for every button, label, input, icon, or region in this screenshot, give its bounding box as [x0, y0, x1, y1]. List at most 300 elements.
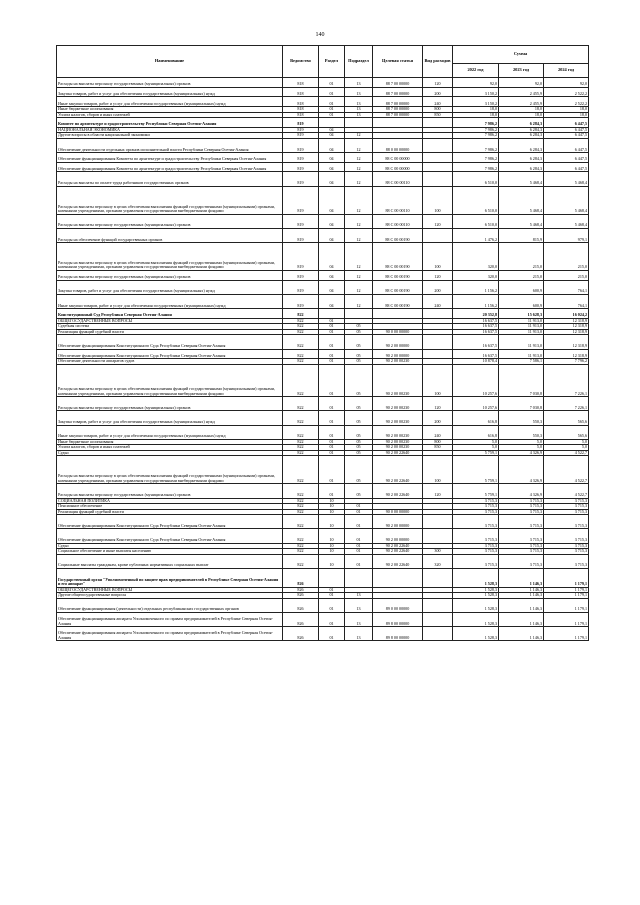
row-2023: 1 146,3 [499, 612, 544, 626]
row-2023: 7 586,1 [499, 359, 544, 365]
row-section: 01 [319, 324, 345, 330]
row-2022: 616,8 [453, 425, 499, 439]
row-section: 04 [319, 294, 345, 308]
row-2024: 12 318,9 [544, 318, 589, 324]
row-name: Расходы на выплаты персоналу в целях обеспечения выполнения функций государственными (муниципальными) органами, казенными учреждениями, органами управления государственными внебюджетными фондами [57, 364, 283, 396]
row-expense: 300 [423, 549, 453, 555]
row-section [319, 309, 345, 319]
row-name: Иные закупки товаров, работ и услуг для обеспечения государственных (муниципальных) нужд [57, 425, 283, 439]
row-subsection: 05 [345, 450, 373, 456]
row-article: 90 0 00 00000 [373, 509, 423, 515]
row-2023: 6 284,3 [499, 162, 544, 172]
row-2022: 1 156,2 [453, 294, 499, 308]
row-name: Обеспечение деятельности отдельных органов исполнительной власти Республики Северная Осетия-Алания [57, 138, 283, 152]
row-section: 04 [319, 243, 345, 271]
table-row [57, 87, 589, 97]
row-dept: 826 [283, 627, 319, 641]
row-name: Расходы на выплаты персоналу в целях обеспечения выполнения функций государственными (муниципальными) органами, казенными учреждениями, органами управления государственными внебюджетными фондами [57, 186, 283, 214]
header-2023: 2023 год [499, 64, 544, 78]
row-subsection: 05 [345, 364, 373, 396]
row-section: 01 [319, 411, 345, 425]
row-dept: 819 [283, 186, 319, 214]
row-name: Обеспечение функционирования Комитета по архитектуре и градостроительству Республики Северная Осетия-Алания [57, 153, 283, 163]
row-subsection: 05 [345, 484, 373, 498]
row-article: 88 С 00 00000 [373, 162, 423, 172]
row-section: 01 [319, 397, 345, 411]
table-row [57, 425, 589, 439]
row-article: 90 2 00 00230 [373, 425, 423, 439]
row-dept: 822 [283, 397, 319, 411]
row-name: Обеспечение деятельности аппаратов судов [57, 359, 283, 365]
row-subsection: 12 [345, 138, 373, 152]
row-2024: 979,1 [544, 228, 589, 242]
row-name: Судебная система [57, 324, 283, 330]
row-name: Иные бюджетные ассигнования [57, 439, 283, 445]
row-expense [423, 228, 453, 242]
row-2023: 5 468,4 [499, 214, 544, 228]
row-2023: 2 455,9 [499, 87, 544, 97]
row-2022: 5 759,1 [453, 456, 499, 484]
row-article: 90 2 00 00230 [373, 445, 423, 451]
row-article: 88 7 00 00000 [373, 112, 423, 118]
row-name: НАЦИОНАЛЬНАЯ ЭКОНОМИКА [57, 127, 283, 133]
row-2022: 1 476,2 [453, 228, 499, 242]
row-2022: 16 637,5 [453, 318, 499, 324]
row-2022: 3 715,3 [453, 529, 499, 543]
table-row [57, 186, 589, 214]
row-2024: 6 447,5 [544, 162, 589, 172]
row-2023: 4 326,9 [499, 484, 544, 498]
row-dept: 822 [283, 509, 319, 515]
row-2023: 3 715,3 [499, 554, 544, 568]
row-article: 90 2 00 00230 [373, 411, 423, 425]
row-2023: 4 326,9 [499, 456, 544, 484]
row-expense: 800 [423, 107, 453, 113]
row-article: 90 2 00 00230 [373, 364, 423, 396]
row-2024: 7 226,1 [544, 364, 589, 396]
row-article: 88 С 00 00110 [373, 186, 423, 214]
row-section: 04 [319, 127, 345, 133]
row-2024: 6 447,5 [544, 133, 589, 139]
row-2024: 3 715,3 [544, 529, 589, 543]
row-2023: 7 030,8 [499, 364, 544, 396]
row-2024: 4 522,7 [544, 484, 589, 498]
row-dept: 822 [283, 359, 319, 365]
table-row [57, 294, 589, 308]
table-row [57, 270, 589, 280]
row-section: 01 [319, 456, 345, 484]
row-2024: 12 318,9 [544, 349, 589, 359]
row-expense: 200 [423, 411, 453, 425]
row-name: Реализация функций судебной власти [57, 329, 283, 335]
row-2023: 3 715,3 [499, 515, 544, 529]
row-article: 88 С 00 00190 [373, 228, 423, 242]
row-2023: 6 284,3 [499, 118, 544, 128]
row-subsection: 13 [345, 107, 373, 113]
header-dept: Ведомство [283, 46, 319, 78]
row-2024: 12 318,9 [544, 324, 589, 330]
table-row [57, 118, 589, 128]
table-row [57, 214, 589, 228]
row-2023: 11 913,0 [499, 318, 544, 324]
row-section: 01 [319, 364, 345, 396]
row-2024: 16 024,2 [544, 309, 589, 319]
row-dept: 819 [283, 270, 319, 280]
row-dept: 818 [283, 107, 319, 113]
row-article: 88 7 00 00000 [373, 97, 423, 107]
row-expense: 200 [423, 87, 453, 97]
row-dept: 822 [283, 543, 319, 549]
row-expense: 120 [423, 214, 453, 228]
row-2024: 215,0 [544, 270, 589, 280]
row-name: Пенсионное обеспечение [57, 504, 283, 510]
row-section: 04 [319, 228, 345, 242]
row-subsection: 13 [345, 598, 373, 612]
row-2024: 1 179,1 [544, 627, 589, 641]
row-dept: 819 [283, 118, 319, 128]
row-section: 10 [319, 549, 345, 555]
row-2022: 3 715,3 [453, 543, 499, 549]
row-name: Обеспечение функционирования Конституционного Суда Республики Северная Осетия-Алания [57, 349, 283, 359]
row-2022: 320,0 [453, 243, 499, 271]
row-section: 01 [319, 349, 345, 359]
row-2022: 1 528,3 [453, 587, 499, 593]
row-2024: 4 522,7 [544, 450, 589, 456]
row-subsection: 12 [345, 162, 373, 172]
row-article: 90 2 00 22640 [373, 484, 423, 498]
row-2022: 7 986,2 [453, 138, 499, 152]
row-2023: 3 715,3 [499, 509, 544, 515]
row-2022: 16 637,5 [453, 329, 499, 335]
row-2023: 15 628,3 [499, 309, 544, 319]
row-subsection: 13 [345, 612, 373, 626]
row-2022: 1 156,2 [453, 280, 499, 294]
row-2022: 5 759,1 [453, 450, 499, 456]
row-2022: 3 715,3 [453, 509, 499, 515]
row-2022: 6 510,0 [453, 186, 499, 214]
row-subsection: 12 [345, 133, 373, 139]
row-2024: 6 447,5 [544, 127, 589, 133]
row-expense [423, 309, 453, 319]
row-subsection: 05 [345, 445, 373, 451]
table-row [57, 280, 589, 294]
row-2022: 1 528,3 [453, 612, 499, 626]
row-2022: 1 528,3 [453, 593, 499, 599]
row-2024: 12 318,9 [544, 335, 589, 349]
row-article: 90 2 00 00230 [373, 397, 423, 411]
row-name: Иные закупки товаров, работ и услуг для обеспечения государственных (муниципальных) нужд [57, 294, 283, 308]
row-section: 01 [319, 359, 345, 365]
row-expense: 850 [423, 445, 453, 451]
row-2024: 5 468,4 [544, 172, 589, 186]
row-expense [423, 118, 453, 128]
header-name: Наименование [57, 46, 283, 78]
row-2024: 1 179,1 [544, 568, 589, 587]
row-2023: 3 715,3 [499, 549, 544, 555]
row-2024: 7 226,1 [544, 397, 589, 411]
row-article: 89 0 00 00000 [373, 598, 423, 612]
row-2022: 6 510,0 [453, 172, 499, 186]
row-name: Расходы на выплаты персоналу государственных (муниципальных) органов [57, 270, 283, 280]
row-2024: 7 796,2 [544, 359, 589, 365]
row-2022: 10 878,4 [453, 359, 499, 365]
row-subsection: 05 [345, 397, 373, 411]
table-row [57, 411, 589, 425]
row-subsection: 12 [345, 280, 373, 294]
row-section: 01 [319, 439, 345, 445]
row-2023: 215,0 [499, 270, 544, 280]
row-2022: 1 528,3 [453, 568, 499, 587]
table-row [57, 335, 589, 349]
row-dept: 819 [283, 138, 319, 152]
row-subsection: 05 [345, 324, 373, 330]
row-2022: 16 637,5 [453, 324, 499, 330]
row-2022: 10 257,6 [453, 397, 499, 411]
row-2022: 18,0 [453, 107, 499, 113]
row-dept: 822 [283, 364, 319, 396]
row-dept: 826 [283, 612, 319, 626]
budget-table [56, 45, 589, 641]
row-expense: 120 [423, 270, 453, 280]
row-section: 10 [319, 554, 345, 568]
row-name: Судьи [57, 543, 283, 549]
row-2023: 1 146,3 [499, 598, 544, 612]
row-expense: 200 [423, 280, 453, 294]
header-2022: 2022 год [453, 64, 499, 78]
row-2023: 550,3 [499, 425, 544, 439]
row-name: Обеспечение функционирования Конституционного Суда Республики Северная Осетия-Алания [57, 335, 283, 349]
row-expense [423, 515, 453, 529]
row-article: 89 8 00 00000 [373, 627, 423, 641]
row-expense [423, 627, 453, 641]
row-2023: 11 913,0 [499, 329, 544, 335]
row-subsection: 12 [345, 214, 373, 228]
row-article: 90 2 00 22640 [373, 549, 423, 555]
row-article [373, 568, 423, 587]
row-2024: 3 715,3 [544, 549, 589, 555]
row-name: Обеспечение функционирования аппарата Уполномоченного по правам предпринимателей в Республике Северная Осетия-Алания [57, 612, 283, 626]
row-subsection: 01 [345, 543, 373, 549]
row-article: 90 2 00 00230 [373, 439, 423, 445]
row-2023: 3 715,3 [499, 543, 544, 549]
row-section [319, 118, 345, 128]
row-2022: 3 715,3 [453, 515, 499, 529]
row-section: 01 [319, 335, 345, 349]
row-section [319, 568, 345, 587]
row-subsection: 01 [345, 554, 373, 568]
row-2022: 7 986,2 [453, 127, 499, 133]
row-name: Закупка товаров, работ и услуг для обеспечения государственных (муниципальных) нужд [57, 411, 283, 425]
row-article: 89 8 00 00000 [373, 612, 423, 626]
row-2023: 18,0 [499, 112, 544, 118]
row-expense [423, 529, 453, 543]
row-section: 01 [319, 97, 345, 107]
table-row [57, 554, 589, 568]
row-2023: 3 715,3 [499, 498, 544, 504]
row-2023: 550,3 [499, 411, 544, 425]
row-2024: 3 715,3 [544, 515, 589, 529]
row-expense [423, 153, 453, 163]
table-row [57, 153, 589, 163]
row-expense: 240 [423, 97, 453, 107]
row-section: 01 [319, 107, 345, 113]
row-subsection: 13 [345, 78, 373, 88]
row-2024: 5,0 [544, 445, 589, 451]
row-section: 01 [319, 329, 345, 335]
row-2023: 11 913,0 [499, 349, 544, 359]
row-name: Государственный орган "Уполномоченный по защите прав предпринимателей в Республике Северная Осетия-Алания и его аппарат" [57, 568, 283, 587]
row-expense: 100 [423, 243, 453, 271]
table-row [57, 515, 589, 529]
row-name: Расходы на выплаты персоналу государственных (муниципальных) органов [57, 397, 283, 411]
row-2022: 5,0 [453, 439, 499, 445]
row-2024: 2 522,2 [544, 87, 589, 97]
row-name: Расходы на выплаты по оплате труда работников государственных органов [57, 172, 283, 186]
row-name: Расходы на обеспечение функций государственных органов [57, 228, 283, 242]
row-subsection: 05 [345, 439, 373, 445]
row-expense [423, 162, 453, 172]
table-row [57, 162, 589, 172]
row-section: 01 [319, 450, 345, 456]
row-subsection: 12 [345, 228, 373, 242]
row-section: 04 [319, 214, 345, 228]
row-2022: 18,0 [453, 112, 499, 118]
row-2023: 6 284,3 [499, 133, 544, 139]
row-2023: 11 913,0 [499, 324, 544, 330]
row-2022: 5,0 [453, 445, 499, 451]
row-article: 90 2 00 00000 [373, 529, 423, 543]
row-expense: 120 [423, 78, 453, 88]
row-dept: 822 [283, 411, 319, 425]
row-article: 90 2 00 00000 [373, 335, 423, 349]
row-dept: 826 [283, 598, 319, 612]
row-expense [423, 349, 453, 359]
row-subsection: 01 [345, 504, 373, 510]
row-dept: 822 [283, 549, 319, 555]
row-2022: 320,0 [453, 270, 499, 280]
row-subsection: 05 [345, 411, 373, 425]
table-row [57, 349, 589, 359]
row-article: 90 0 00 00000 [373, 329, 423, 335]
row-dept: 826 [283, 593, 319, 599]
row-2023: 4 326,9 [499, 450, 544, 456]
row-2023: 5 468,4 [499, 186, 544, 214]
row-dept: 818 [283, 97, 319, 107]
row-name: Уплата налогов, сборов и иных платежей [57, 445, 283, 451]
row-name: Расходы на выплаты персоналу в целях обеспечения выполнения функций государственными (муниципальными) органами, казенными учреждениями, органами управления государственными внебюджетными фондами [57, 456, 283, 484]
row-subsection: 12 [345, 270, 373, 280]
row-article [373, 309, 423, 319]
row-section: 01 [319, 318, 345, 324]
row-2024: 92,0 [544, 78, 589, 88]
row-article: 88 С 00 00190 [373, 270, 423, 280]
row-dept: 819 [283, 228, 319, 242]
row-name: Обеспечение функционирования аппарата Уполномоченного по правам предпринимателей в Республике Северная Осетия-Алания [57, 627, 283, 641]
row-expense: 800 [423, 439, 453, 445]
row-dept: 819 [283, 162, 319, 172]
row-name: Конституционный Суд Республики Северная Осетия-Алания [57, 309, 283, 319]
row-2024: 5 468,4 [544, 214, 589, 228]
row-dept: 818 [283, 112, 319, 118]
table-row [57, 598, 589, 612]
row-2022: 1 528,3 [453, 598, 499, 612]
row-dept: 826 [283, 568, 319, 587]
row-expense [423, 598, 453, 612]
table-row [57, 612, 589, 626]
row-section: 01 [319, 587, 345, 593]
row-2022: 92,0 [453, 78, 499, 88]
row-subsection [345, 309, 373, 319]
row-subsection: 13 [345, 97, 373, 107]
row-article: 90 2 00 22640 [373, 456, 423, 484]
row-subsection: 01 [345, 549, 373, 555]
row-section: 04 [319, 186, 345, 214]
row-2023: 5 468,4 [499, 172, 544, 186]
row-expense [423, 172, 453, 186]
row-name: Расходы на выплаты персоналу государственных (муниципальных) органов [57, 214, 283, 228]
row-dept: 819 [283, 172, 319, 186]
row-2022: 1 528,3 [453, 627, 499, 641]
table-row [57, 397, 589, 411]
table-row [57, 97, 589, 107]
row-section: 10 [319, 543, 345, 549]
row-dept: 819 [283, 280, 319, 294]
row-dept: 822 [283, 456, 319, 484]
row-article: 90 2 00 22640 [373, 554, 423, 568]
row-2024: 6 447,5 [544, 153, 589, 163]
row-dept: 822 [283, 450, 319, 456]
row-dept: 822 [283, 329, 319, 335]
row-article: 90 2 00 22640 [373, 450, 423, 456]
row-section: 01 [319, 87, 345, 97]
row-section: 10 [319, 515, 345, 529]
row-subsection: 05 [345, 335, 373, 349]
row-2022: 3 150,2 [453, 87, 499, 97]
row-2023: 7 030,8 [499, 397, 544, 411]
row-subsection: 12 [345, 153, 373, 163]
row-expense: 320 [423, 554, 453, 568]
row-expense: 240 [423, 425, 453, 439]
row-article: 88 7 00 00000 [373, 107, 423, 113]
row-article: 88 С 00 00110 [373, 172, 423, 186]
row-subsection: 05 [345, 359, 373, 365]
row-dept: 822 [283, 335, 319, 349]
row-subsection: 13 [345, 627, 373, 641]
table-row [57, 138, 589, 152]
row-section: 10 [319, 498, 345, 504]
row-section: 10 [319, 529, 345, 543]
row-2024: 1 179,1 [544, 587, 589, 593]
row-dept: 819 [283, 127, 319, 133]
row-2023: 5,0 [499, 439, 544, 445]
row-expense: 240 [423, 294, 453, 308]
row-2024: 3 715,3 [544, 509, 589, 515]
row-name: Обеспечение функционирования Конституционного Суда Республики Северная Осетия-Алания [57, 515, 283, 529]
row-name: Реализация функций судебной власти [57, 509, 283, 515]
row-section: 01 [319, 612, 345, 626]
row-article: 90 2 00 22640 [373, 543, 423, 549]
row-2022: 3 715,3 [453, 554, 499, 568]
row-subsection: 05 [345, 456, 373, 484]
row-2024: 18,0 [544, 107, 589, 113]
row-dept: 818 [283, 87, 319, 97]
row-name: ОБЩЕГОСУДАРСТВЕННЫЕ ВОПРОСЫ [57, 587, 283, 593]
row-name: Комитет по архитектуре и градостроительству Республики Северная Осетия-Алания [57, 118, 283, 128]
row-name: Уплата налогов, сборов и иных платежей [57, 112, 283, 118]
row-2024: 6 447,5 [544, 138, 589, 152]
row-section: 01 [319, 627, 345, 641]
row-expense [423, 335, 453, 349]
